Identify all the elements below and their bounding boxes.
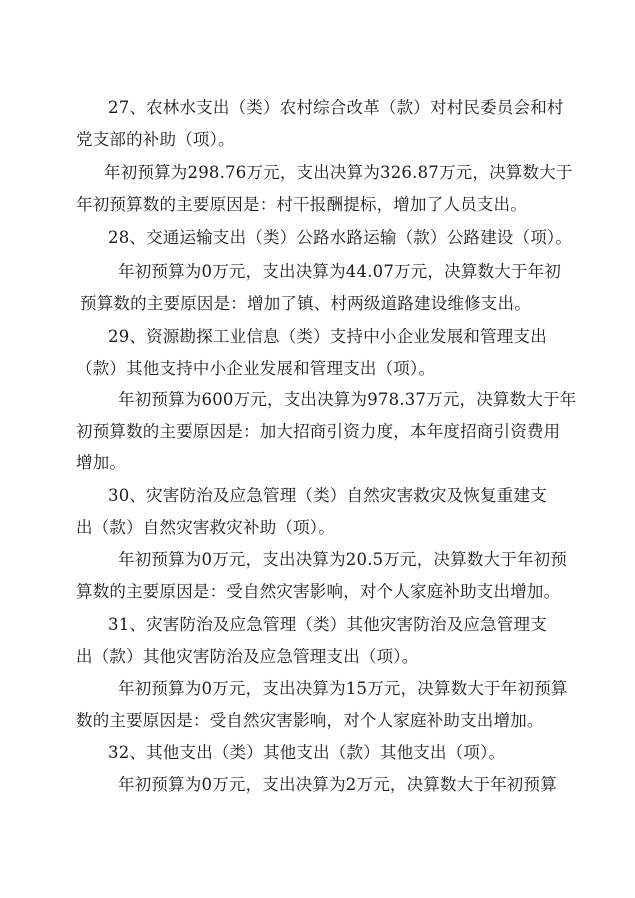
text-line: 年初预算为0万元，支出决算为44.07万元，决算数大于年初 [118,262,562,281]
text-line: 出（款）其他灾害防治及应急管理支出（项）。 [76,647,419,666]
text-line: 初预算数的主要原因是：加大招商引资力度，本年度招商引资费用 [76,422,561,441]
text-line: 31、灾害防治及应急管理（类）其他灾害防治及应急管理支 [108,615,547,634]
text-line: 32、其他支出（类）其他支出（款）其他支出（项）。 [108,743,506,762]
text-line: 30、灾害防治及应急管理（类）自然灾害救灾及恢复重建支 [108,486,547,505]
text-line: 29、资源勘探工业信息（类）支持中小企业发展和管理支出 [108,327,547,346]
text-line: 数的主要原因是：受自然灾害影响，对个人家庭补助支出增加。 [76,711,544,730]
text-line: 年初预算为0万元，支出决算为20.5万元，决算数大于年初预 [118,550,568,569]
text-line: 28、交通运输支出（类）公路水路运输（款）公路建设（项）。 [108,228,573,247]
text-line: 党支部的补助（项）。 [76,130,235,149]
text-line: 算数的主要原因是：受自然灾害影响，对个人家庭补助支出增加。 [76,582,561,601]
text-line: 年初预算为0万元，支出决算为15万元，决算数大于年初预算 [118,679,568,698]
text-line: 年初预算为0万元，支出决算为2万元，决算数大于年初预算 [118,775,557,794]
text-line: 增加。 [76,453,127,472]
text-line: 出（款）自然灾害救灾补助（项）。 [76,518,335,537]
text-line: （款）其他支持中小企业发展和管理支出（项）。 [76,359,436,378]
text-line: 27、农林水支出（类）农村综合改革（款）对村民委员会和村 [108,98,564,117]
text-line: 年初预算为600万元，支出决算为978.37万元，决算数大于年 [118,390,577,409]
text-line: 预算数的主要原因是：增加了镇、村两级道路建设维修支出。 [80,294,531,313]
text-line: 年初预算为298.76万元，支出决算为326.87万元，决算数大于 [104,163,573,182]
text-line: 年初预算数的主要原因是：村干报酬提标，增加了人员支出。 [76,195,527,214]
